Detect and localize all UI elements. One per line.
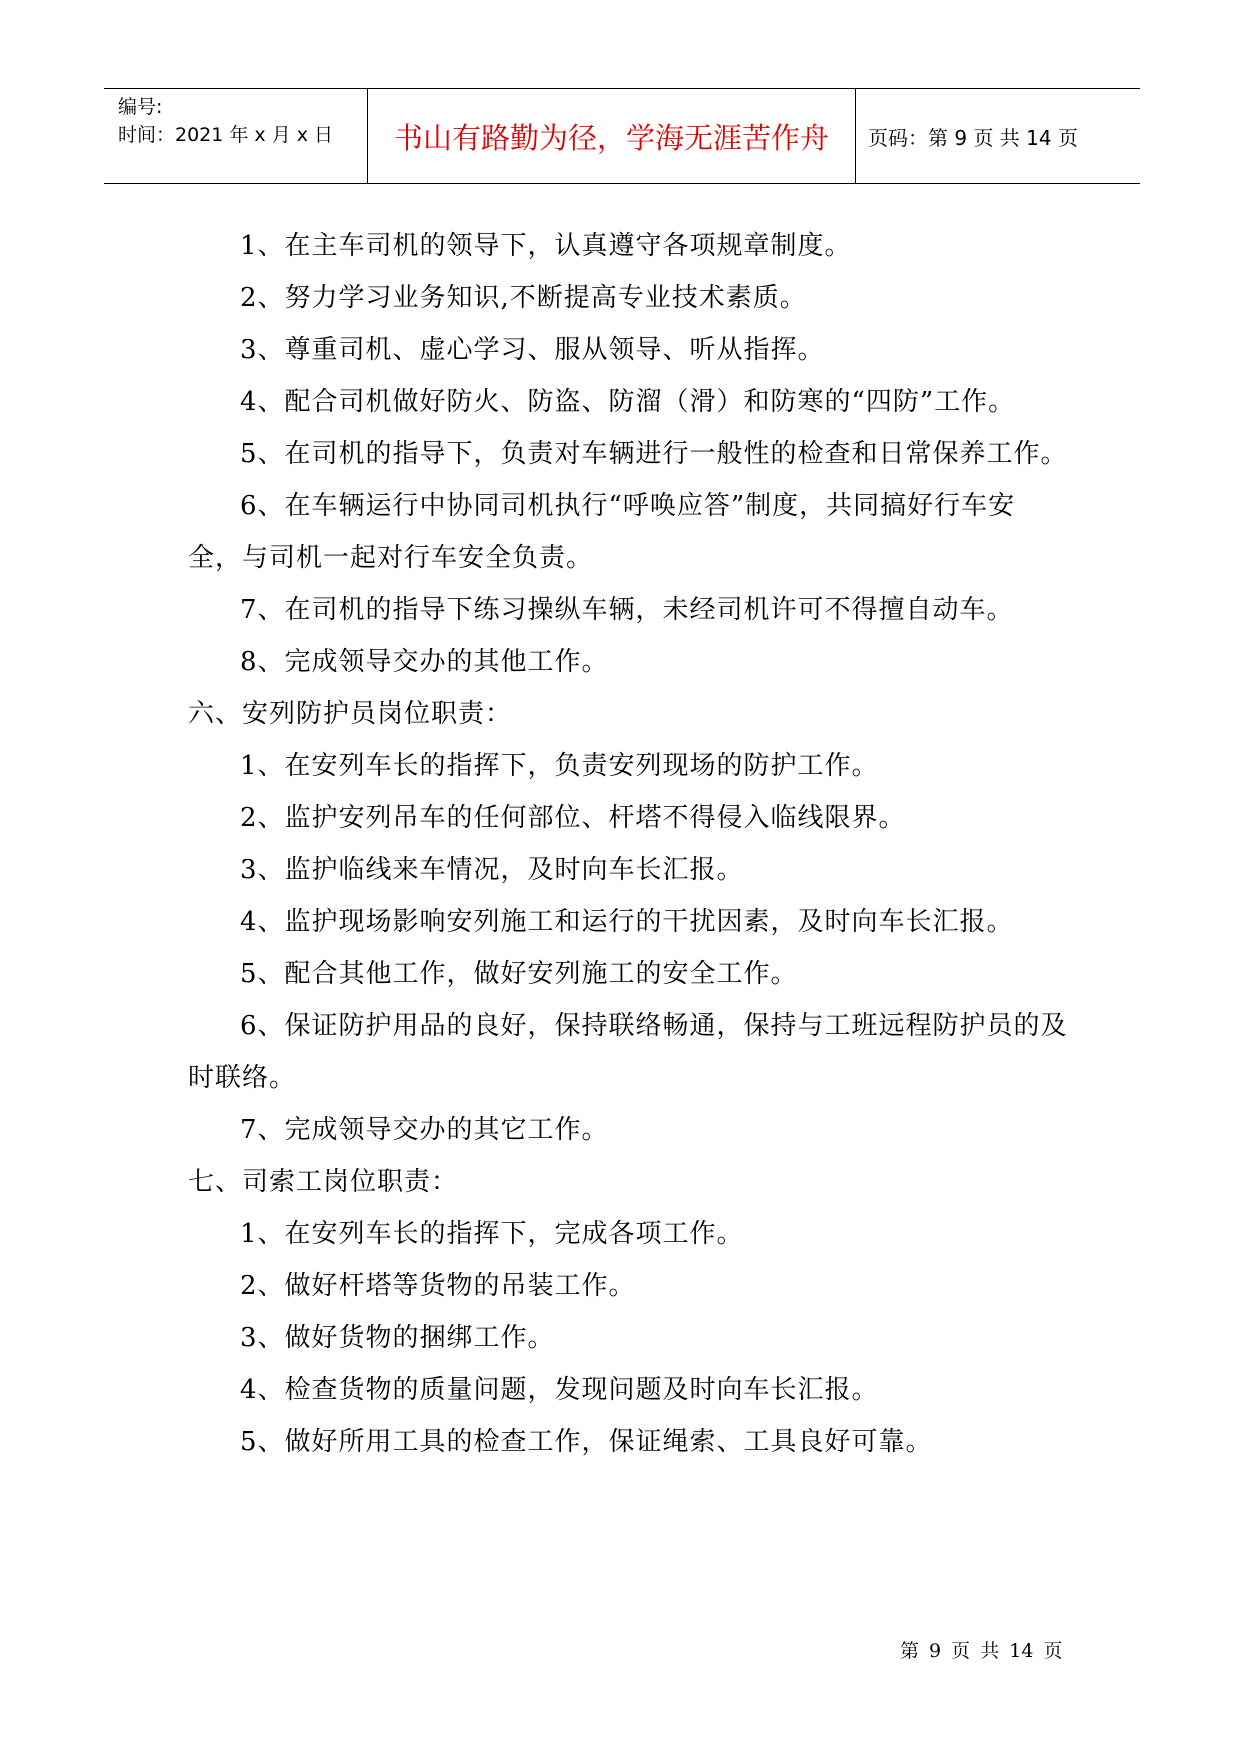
paragraph: 4、检查货物的质量问题，发现问题及时向车长汇报。 xyxy=(240,1375,879,1405)
paragraph: 3、做好货物的捆绑工作。 xyxy=(240,1323,555,1353)
header-page-info: 页码：第 9 页 共 14 页 xyxy=(868,125,1078,150)
paragraph: 7、完成领导交办的其它工作。 xyxy=(240,1115,609,1145)
paragraph: 1、在主车司机的领导下，认真遵守各项规章制度。 xyxy=(240,231,852,261)
page-header xyxy=(104,88,1140,184)
paragraph: 5、做好所用工具的检查工作，保证绳索、工具良好可靠。 xyxy=(240,1427,933,1457)
document-number-label: 编号: xyxy=(118,96,163,118)
paragraph: 7、在司机的指导下练习操纵车辆，未经司机许可不得擅自动车。 xyxy=(240,595,1014,625)
paragraph: 1、在安列车长的指挥下，负责安列现场的防护工作。 xyxy=(240,751,879,781)
document-time-label: 时间：2021 年 x 月 x 日 xyxy=(118,124,334,146)
paragraph: 2、监护安列吊车的任何部位、杆塔不得侵入临线限界。 xyxy=(240,803,906,833)
paragraph: 3、尊重司机、虚心学习、服从领导、听从指挥。 xyxy=(240,335,825,365)
paragraph: 4、监护现场影响安列施工和运行的干扰因素，及时向车长汇报。 xyxy=(240,907,1014,937)
page-footer: 第 9 页 共 14 页 xyxy=(900,1640,1063,1662)
paragraph: 4、配合司机做好防火、防盗、防溜（滑）和防寒的“四防”工作。 xyxy=(240,387,1016,417)
paragraph: 6、保证防护用品的良好，保持联络畅通，保持与工班远程防护员的及时联络。 xyxy=(188,1011,1068,1093)
section-heading-7: 七、司索工岗位职责： xyxy=(188,1167,459,1197)
paragraph: 3、监护临线来车情况，及时向车长汇报。 xyxy=(240,855,744,885)
paragraph: 5、在司机的指导下，负责对车辆进行一般性的检查和日常保养工作。 xyxy=(240,439,1068,469)
paragraph: 5、配合其他工作，做好安列施工的安全工作。 xyxy=(240,959,798,989)
document-body xyxy=(188,220,1068,1468)
paragraph: 8、完成领导交办的其他工作。 xyxy=(240,647,609,677)
header-meta xyxy=(104,89,368,183)
paragraph: 6、在车辆运行中协同司机执行“呼唤应答”制度，共同搞好行车安全，与司机一起对行车安全负责。 xyxy=(188,491,1016,573)
header-motto: 书山有路勤为径，学海无涯苦作舟 xyxy=(368,89,856,183)
paragraph: 1、在安列车长的指挥下，完成各项工作。 xyxy=(240,1219,744,1249)
section-heading-6: 六、安列防护员岗位职责： xyxy=(188,699,513,729)
paragraph: 2、努力学习业务知识,不断提高专业技术素质。 xyxy=(240,283,807,313)
paragraph: 2、做好杆塔等货物的吊装工作。 xyxy=(240,1271,636,1301)
